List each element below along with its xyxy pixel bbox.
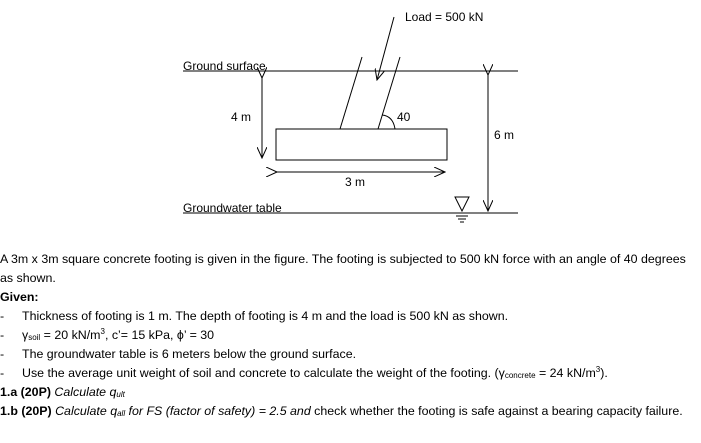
column-left-edge xyxy=(340,57,362,129)
problem-statement xyxy=(0,250,701,421)
given-title: Given: xyxy=(0,290,39,304)
width-label: 3 m xyxy=(345,175,366,189)
water-table-symbol xyxy=(455,197,469,222)
given-item-soil-properties: - $\gamma_{soil} = 20$ $kN/m^3$, c’= 15 kPa, ϕ’ = 30 xyxy=(0,326,701,345)
footing-base xyxy=(276,129,447,160)
load-label: Load = 500 kN xyxy=(405,10,484,24)
ground-surface-label: Ground surface xyxy=(183,59,266,73)
given-item-groundwater: - The groundwater table is 6 meters below the ground surface. xyxy=(0,345,701,364)
angle-arc xyxy=(382,115,395,129)
given-item-thickness: - Thickness of footing is 1 m. The depth of footing is 4 m and the load is 500 kN as shown. xyxy=(0,307,701,326)
problem-intro: A 3m x 3m square concrete footing is given in the figure. The footing is subjected to 500 kN force with an angle of 40 degrees as shown. xyxy=(0,252,686,285)
angle-label: 40 xyxy=(397,110,411,124)
groundwater-label: Groundwater table xyxy=(183,201,282,215)
question-1a: 1.a (20P) Calculate $q_{ult}$ xyxy=(0,385,125,399)
gwt-depth-label: 6 m xyxy=(494,128,515,142)
depth-label: 4 m xyxy=(231,110,252,124)
question-1b: 1.b (20P) Calculate $q_{all}$ for FS (factor of safety) = 2.5 and check whether the footing is safe against a bearing capacity failure. xyxy=(0,404,683,418)
given-item-unit-weight: - Use the average unit weight of soil and concrete to calculate the weight of the footing. ($\gamma_{concrete} = 24$ $kN/m^3$). xyxy=(0,364,701,383)
